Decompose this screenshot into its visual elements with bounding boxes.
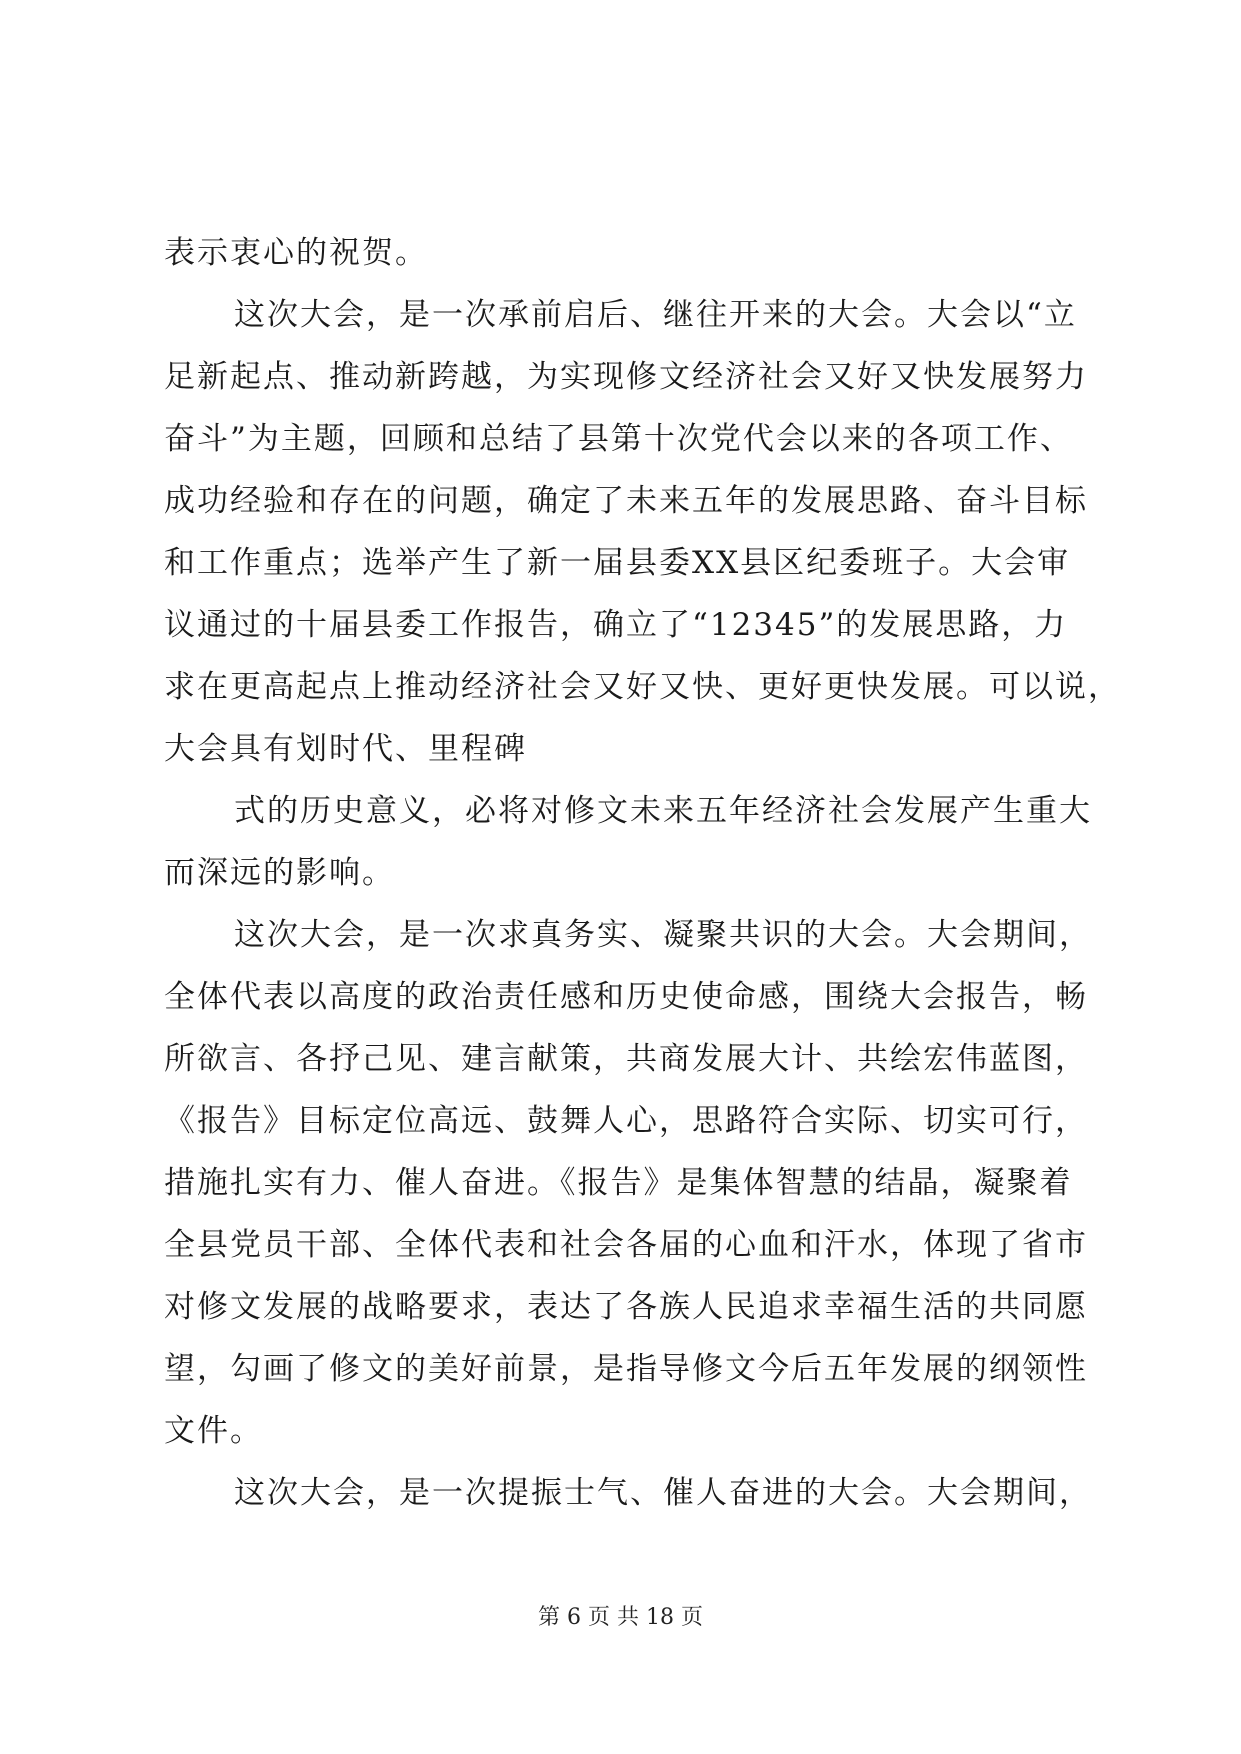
text-line: 和工作重点；选举产生了新一届县委XX县区纪委班子。大会审: [164, 545, 1071, 581]
text-line: 足新起点、推动新跨越，为实现修文经济社会又好又快发展努力: [164, 359, 1088, 395]
text-line: 式的历史意义，必将对修文未来五年经济社会发展产生重大: [234, 793, 1092, 829]
page-footer: 第 6 页 共 18 页: [538, 1605, 703, 1630]
text-line: 《报告》目标定位高远、鼓舞人心，思路符合实际、切实可行，: [164, 1103, 1088, 1139]
text-line: 全体代表以高度的政治责任感和历史使命感，围绕大会报告，畅: [164, 979, 1088, 1015]
text-line: 求在更高起点上推动经济社会又好又快、更好更快发展。可以说，: [164, 669, 1121, 705]
text-line: 奋斗”为主题，回顾和总结了县第十次党代会以来的各项工作、: [164, 421, 1073, 457]
text-line: 这次大会，是一次承前启后、继往开来的大会。大会以“立: [234, 297, 1077, 333]
text-line: 对修文发展的战略要求，表达了各族人民追求幸福生活的共同愿: [164, 1289, 1088, 1325]
text-line: 而深远的影响。: [164, 855, 395, 891]
text-line: 所欲言、各抒己见、建言献策，共商发展大计、共绘宏伟蓝图，: [164, 1041, 1088, 1077]
text-line: 这次大会，是一次提振士气、催人奋进的大会。大会期间，: [234, 1475, 1092, 1511]
text-line: 议通过的十届县委工作报告，确立了“12345”的发展思路，力: [164, 607, 1068, 643]
text-line: 措施扎实有力、催人奋进。《报告》是集体智慧的结晶，凝聚着: [164, 1165, 1073, 1201]
text-line: 文件。: [164, 1413, 263, 1449]
text-line: 表示衷心的祝贺。: [164, 235, 428, 271]
text-line: 全县党员干部、全体代表和社会各届的心血和汗水，体现了省市: [164, 1227, 1088, 1263]
text-line: 望，勾画了修文的美好前景，是指导修文今后五年发展的纲领性: [164, 1351, 1088, 1387]
document-body: [164, 222, 1121, 1524]
text-line: 大会具有划时代、里程碑: [164, 731, 527, 767]
text-line: 成功经验和存在的问题，确定了未来五年的发展思路、奋斗目标: [164, 483, 1088, 519]
text-line: 这次大会，是一次求真务实、凝聚共识的大会。大会期间，: [234, 917, 1092, 953]
